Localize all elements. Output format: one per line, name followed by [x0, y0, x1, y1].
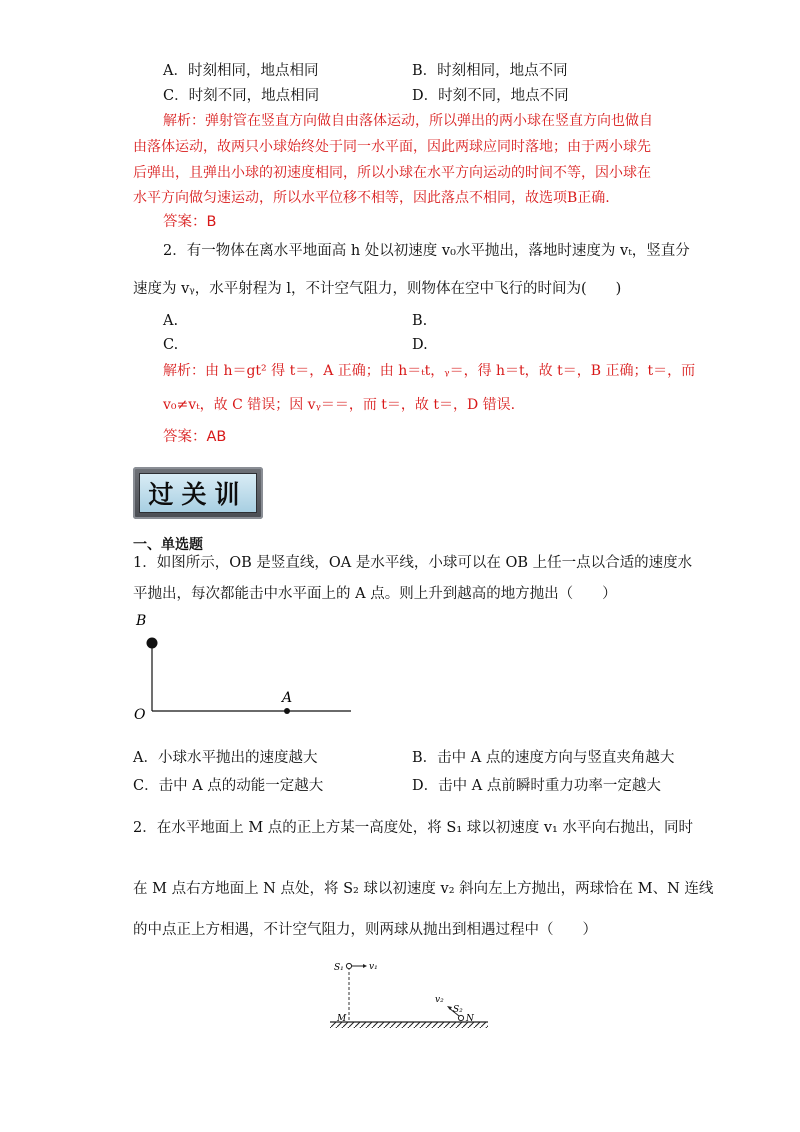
- point-a: [284, 708, 290, 714]
- prev-q1-answer: 答案：B: [163, 214, 217, 230]
- label-b: B: [136, 613, 147, 629]
- section-title: 一、单选题: [133, 537, 203, 553]
- section-badge: [133, 467, 263, 519]
- label-m: M: [337, 1014, 347, 1024]
- q1-option-d: D．击中 A 点前瞬时重力功率一定越大: [412, 778, 661, 794]
- ball-at-b: [147, 638, 158, 649]
- prev-q1-option-a: A．时刻相同，地点相同: [163, 63, 319, 79]
- q2-stem-line: 的中点正上方相遇，不计空气阻力，则两球从抛出到相遇过程中（ ）: [133, 922, 597, 938]
- q1-stem-line: 平抛出，每次都能击中水平面上的 A 点。则上升到越高的地方抛出（ ）: [133, 586, 617, 602]
- prev-q1-option-b: B．时刻相同，地点不同: [412, 63, 568, 79]
- label-s2: S₂: [453, 1005, 463, 1015]
- prev-q1-analysis-line: 后弹出，且弹出小球的初速度相同，所以小球在水平方向运动的时间不等，因小球在: [133, 165, 651, 181]
- q1-stem-line: 1．如图所示，OB 是竖直线，OA 是水平线，小球可以在 OB 上任一点以合适的速度水: [133, 555, 693, 571]
- prev-q1-analysis-line: 由落体运动，故两只小球始终处于同一水平面，因此两球应同时落地；由于两小球先: [133, 139, 651, 155]
- prev-q1-option-d: D．时刻不同，地点不同: [412, 88, 569, 104]
- prev-q2-answer: 答案：AB: [163, 429, 227, 445]
- prev-q1-analysis-line: 解析：弹射管在竖直方向做自由落体运动，所以弹出的两小球在竖直方向也做自: [163, 113, 653, 129]
- label-n: N: [466, 1014, 474, 1024]
- label-o: O: [134, 707, 146, 723]
- q1-figure: [125, 605, 365, 725]
- ball-s2: [458, 1015, 463, 1020]
- section-badge-label: 过关训: [139, 473, 257, 513]
- q1-option-b: B．击中 A 点的速度方向与竖直夹角越大: [412, 750, 675, 766]
- label-v2: v₂: [435, 995, 444, 1005]
- q1-option-c: C．击中 A 点的动能一定越大: [133, 778, 324, 794]
- prev-q2-analysis-line: 解析：由 h＝gt² 得 t＝，A 正确；由 h＝ₜt，ᵧ＝，得 h＝t，故 t＝，B 正确；t＝，而: [163, 363, 696, 379]
- prev-q1-option-c: C．时刻不同，地点相同: [163, 88, 320, 104]
- prev-q1-analysis-line: 水平方向做匀速运动，所以水平位移不相等，因此落点不相同，故选项B正确.: [133, 190, 610, 206]
- prev-q2-option-a: A.: [163, 313, 179, 329]
- label-s1: S₁: [334, 963, 344, 973]
- ball-s1: [346, 963, 351, 968]
- q2-stem-line: 在 M 点右方地面上 N 点处，将 S₂ 球以初速度 v₂ 斜向左上方抛出，两球恰在 M、N 连线: [133, 881, 714, 897]
- prev-q2-option-c: C.: [163, 337, 179, 353]
- prev-q2-stem-line: 2．有一物体在离水平地面高 h 处以初速度 v₀水平抛出，落地时速度为 vₜ，竖直分: [163, 243, 690, 259]
- prev-q2-option-b: B.: [412, 313, 428, 329]
- q1-option-a: A．小球水平抛出的速度越大: [133, 750, 318, 766]
- q2-stem-line: 2．在水平地面上 M 点的正上方某一高度处，将 S₁ 球以初速度 v₁ 水平向右抛出，同时: [133, 820, 693, 836]
- q2-figure: [325, 955, 495, 1035]
- prev-q2-analysis-line: v₀≠vₜ，故 C 错误；因 vᵧ＝＝，而 t＝，故 t＝，D 错误.: [163, 397, 516, 413]
- label-v1: v₁: [369, 962, 378, 972]
- prev-q2-option-d: D.: [412, 337, 428, 353]
- prev-q2-stem-line: 速度为 vᵧ，水平射程为 l，不计空气阻力，则物体在空中飞行的时间为( ): [133, 281, 622, 297]
- label-a: A: [282, 690, 293, 706]
